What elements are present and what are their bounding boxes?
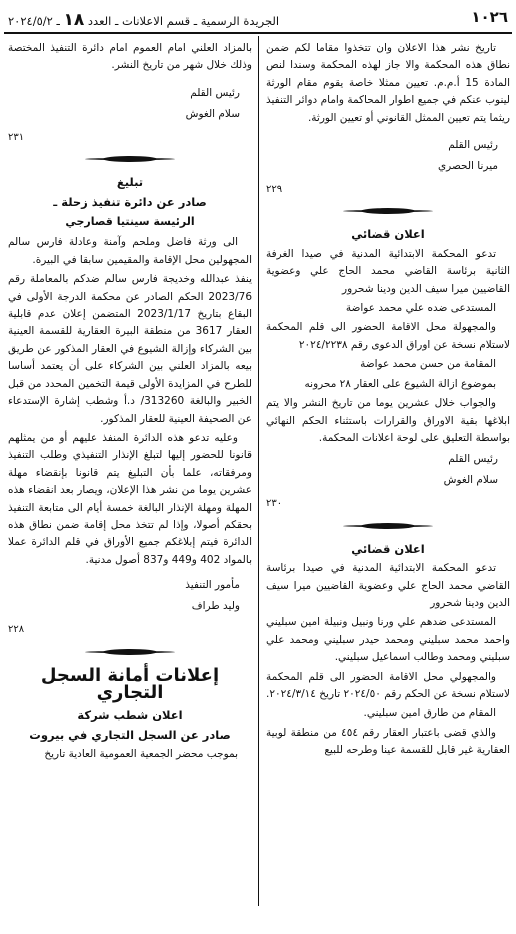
column-divider — [258, 36, 259, 906]
notice-subtitle: صادر عن دائرة تنفيذ زحلة ـ — [53, 194, 207, 209]
signature-name: سلام الغوش — [443, 474, 498, 487]
notice-paragraph: تدعو المحكمة الابتدائية المدنية في صيدا برئاسة القاضي محمد الحاج علي وعضوية القاضيين ميرا سيف الدين ودينا شحرور — [266, 562, 510, 609]
signature-block — [8, 575, 240, 617]
notice-paragraph: المستدعى ضده علي محمد عواضة — [345, 302, 496, 315]
page-number: ١٠٢٦ — [471, 8, 508, 26]
notice-paragraph: تدعو المحكمة الابتدائية المدنية في صيدا الغرفة الثانية برئاسة القاضي محمد الحاج علي وعضوية القاضيين ميرا سيف الدين ودينا شحرور — [266, 247, 510, 295]
notice-subtitle: الرئيسة سينتيا قصارجي — [65, 215, 195, 229]
notice-paragraph: وعليه تدعو هذه الدائرة المنفذ عليهم أو من يمثلهم قانونا للحضور إليها لتبلغ الإنذار التنفيذي وطلب التنفيذ ومرفقاته، علما بأن التبليغ يتم قانونا بإنقضاء مهلة عشرين يوما من نشر هذا الإعلان، ويصار بعد انقضاء هذه المهلة ومهلة الإنذار البالغة خمسة أيام الى متابعة التنفيذ بحقكم أصولا، وإذا لم تتخذ محل إقامة ضمن نطاق هذه الدائرة فيتم إبلاغكم جميع الأوراق في قلم الدائرة عملا بالمواد 402 و449 و837 أصول مدنية. — [8, 431, 252, 566]
notice-paragraph: بموضوع ازالة الشيوع على العقار ٢٨ محرونه — [304, 377, 496, 390]
signature-name: سلام الغوش — [185, 107, 240, 120]
separator-ornament — [343, 206, 433, 216]
separator-ornament — [343, 521, 433, 531]
notice-number: ٢٢٨ — [8, 624, 25, 636]
journal-name: الجريدة الرسمية ـ قسم الاعلانات ـ العدد — [87, 14, 280, 28]
right-column — [266, 40, 510, 762]
notice-paragraph: والذي قضى باعتبار العقار رقم ٤٥٤ من منطقة لوبية العقارية غير قابل للقسمة عينا وطرحه للبيع — [266, 726, 510, 757]
signature-title: رئيس القلم — [190, 86, 240, 99]
running-header — [8, 10, 279, 30]
signature-name: ميرنا الحصري — [437, 160, 498, 173]
notice-paragraph: المقامة من حسن محمد عواضة — [360, 358, 496, 371]
notice-paragraph: والمجهولة محل الاقامة الحضور الى قلم المحكمة لاستلام نسخة عن اوراق الدعوى رقم ٢٠٢٤/٢٢٣٨ — [266, 321, 510, 351]
notice-paragraph: المستدعى ضدهم علي ورنا ونبيل ونبيلة امين سبليني واحمد محمد سبليني ومحمد حيدر سبليني ومحمد علي سبليني ومحمد وطالب اسماعيل سبليني. — [266, 616, 510, 664]
left-column — [8, 40, 252, 766]
notice-paragraph: الى ورثة فاضل وملحم وآمنة وعادلة فارس سالم المجهولين محل الإقامة والمقيمين سابقا في البيرة. — [8, 236, 252, 266]
signature-name: وليد طراف — [191, 600, 240, 613]
notice-number: ٢٣٠ — [266, 498, 283, 510]
page-header — [4, 6, 512, 34]
notice-title: اعلان شطب شركة — [77, 708, 183, 723]
notice-paragraph: والجواب خلال عشرين يوما من تاريخ النشر والا يتم ابلاغها بقية الاوراق والقرارات باستثناء الحكم النهائي بواسطة التعليق على لوحة اعلانات المحكمة. — [266, 397, 510, 444]
notice-number: ٢٢٩ — [266, 184, 283, 196]
issue-number: ١٨ — [63, 10, 85, 30]
separator-ornament — [85, 647, 175, 657]
notice-title: اعلان قضائي — [351, 227, 425, 242]
notice-paragraph: بموجب محضر الجمعية العمومية العادية تاريخ — [44, 748, 238, 761]
signature-block — [266, 135, 498, 177]
notice-number: ٢٣١ — [8, 131, 25, 143]
notice-title: تبليغ — [116, 175, 144, 190]
notice-paragraph: والمجهولي محل الاقامة الحضور الى قلم المحكمة لاستلام نسخة عن الحكم رقم ٢٠٢٤/٥٠ تاريخ ٢٠٢٤/٣/١٤. — [266, 670, 510, 700]
signature-title: رئيس القلم — [448, 139, 498, 152]
notice-paragraph: المقام من طارق امين سبليني. — [363, 707, 496, 720]
notice-continuation: بالمزاد العلني امام العموم امام دائرة التنفيذ المختصة وذلك خلال شهر من تاريخ النشر. — [8, 42, 252, 72]
signature-block — [8, 83, 240, 125]
notice-subtitle: صادر عن السجل التجاري في بيروت — [29, 727, 231, 742]
notice-title: اعلان قضائي — [351, 541, 425, 556]
separator-ornament — [85, 154, 175, 164]
section-title: إعلانات أمانة السجل التجاري — [40, 664, 220, 703]
notice-paragraph: ينفذ عبدالله وخديجة فارس سالم ضدكم بالمعاملة رقم 2023/76 الحكم الصادر عن محكمة الدرجة الأولى في البقاع بتاريخ 2023/1/17 المتضمن إعلان عدم قابلية العقار 3617 من منطقة البيرة العقارية للقسمة العينية بين الشركاء وإزالة الشيوع في العقار المذكور عن طريق بيعه بالمزاد العلني بين الشركاء على أن يعتمد أساسا للطرح في المزايدة الأولى قيمة التخمين المحدد من قبل الخبير والبالغة 313260/ د.أ وشطب إشارة الإستدعاء عن الصحيفة العينية للعقار المذكور. — [8, 273, 253, 425]
notice-continuation: تاريخ نشر هذا الاعلان وان تتخذوا مقاما لكم ضمن نطاق هذه المحكمة والا جاز لهذه المحكمة وسندا لنص المادة 15 أ.م.م. تعيين ممثلا خاصة يقوم مقام الورثة لينوب عنكم في جميع اطوار المحاكمة وامام دوائر التنفيذ ريثما يتم تعيين الممثل القانوني أو تعيين الورثة. — [266, 42, 510, 124]
signature-title: مأمور التنفيذ — [185, 579, 240, 592]
signature-block — [266, 449, 498, 491]
issue-date: ـ ٢٠٢٤/٥/٢ — [8, 14, 60, 28]
signature-title: رئيس القلم — [448, 453, 498, 466]
